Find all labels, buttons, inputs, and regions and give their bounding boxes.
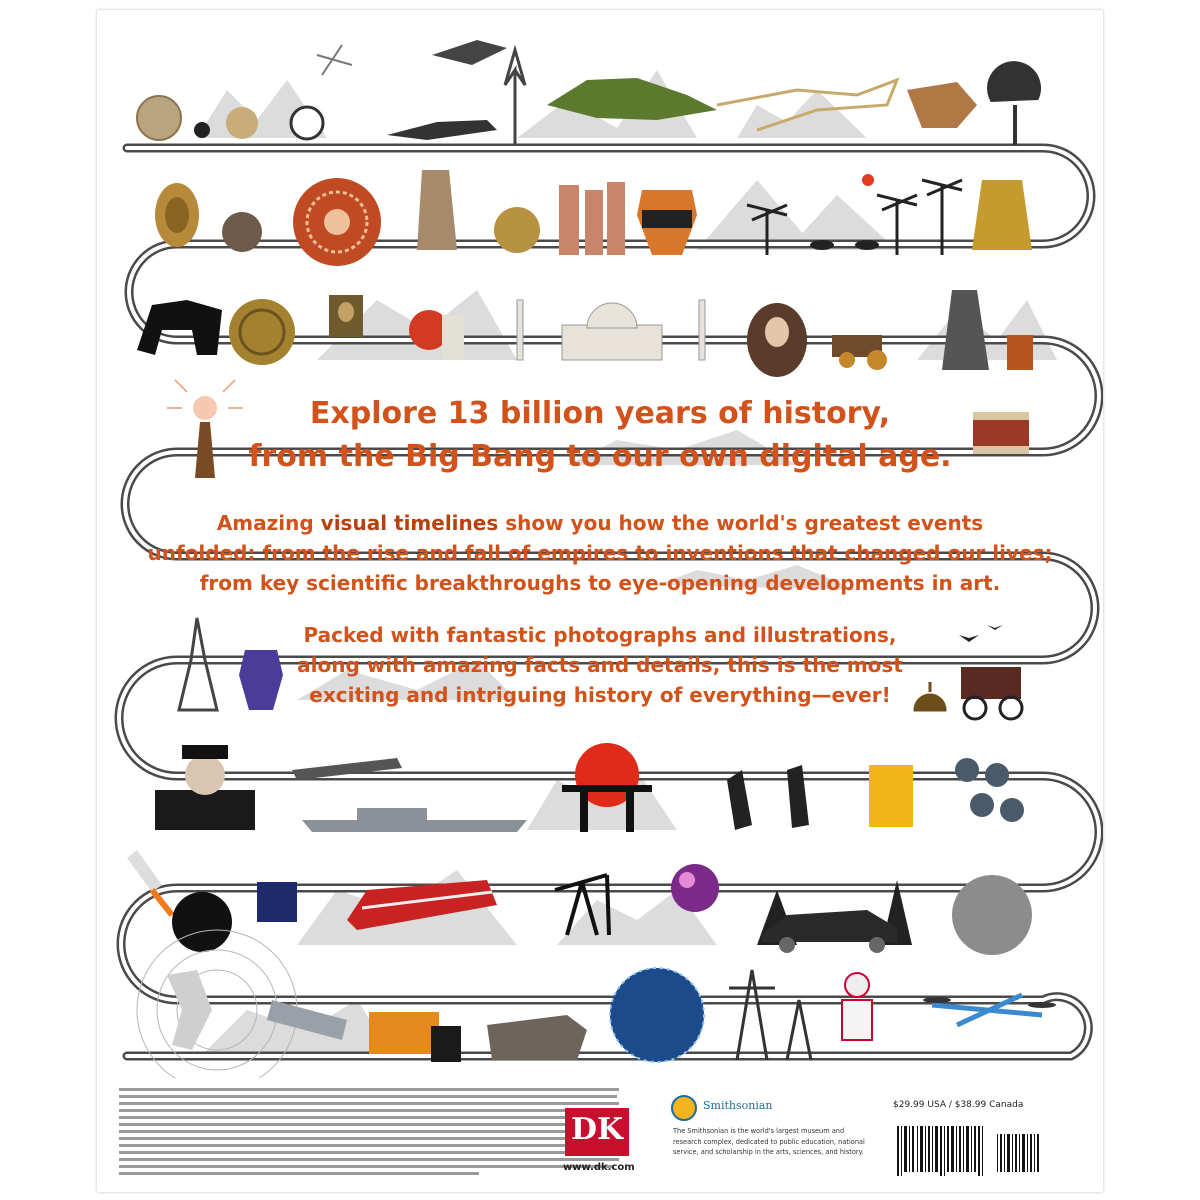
churchill-icon	[155, 745, 255, 830]
pharaoh-mask-icon	[972, 180, 1032, 250]
smithsonian-description: The Smithsonian is the world's largest museum and research complex, dedicated to public education, national service, and scholarship in the arts, sciences, and history.	[673, 1127, 865, 1156]
globe-icon	[172, 892, 232, 952]
dragonfly-icon	[317, 45, 352, 75]
robot-icon	[842, 973, 872, 1040]
statue-icon	[942, 290, 989, 370]
description-line-1	[97, 508, 1103, 538]
picture-credits	[119, 1088, 619, 1180]
barcode	[893, 1126, 1053, 1178]
crocodile-icon	[387, 120, 497, 140]
jar-icon	[1007, 335, 1033, 370]
roman-figures-icon	[559, 182, 625, 255]
pylon-icon	[729, 970, 811, 1060]
beatles-icon	[955, 758, 1024, 822]
book-back-cover	[97, 10, 1103, 1192]
earth-network-icon	[610, 968, 704, 1062]
pop-art-icon	[869, 765, 913, 827]
smithsonian-name: Smithsonian	[703, 1099, 773, 1112]
promo-line-1: Packed with fantastic photographs and illustrations,	[303, 623, 897, 647]
terracotta-warrior-icon	[417, 170, 457, 250]
promo-line-2: along with amazing facts and details, this is the most	[297, 653, 903, 677]
steam-engine-icon	[832, 335, 887, 370]
visual-timelines-highlight: visual timelines	[320, 511, 499, 535]
washington-portrait-icon	[747, 303, 807, 377]
smithsonian-sun-icon	[671, 1095, 697, 1121]
tree-icon	[505, 50, 525, 145]
price-label: $29.99 USA / $38.99 Canada	[893, 1100, 1024, 1110]
publisher-url: www.dk.com	[563, 1162, 635, 1173]
description-line-3: from key scientific breakthroughs to eye-opening developments in art.	[199, 571, 1001, 595]
helmet-icon	[222, 212, 262, 252]
moon-icon	[952, 875, 1032, 955]
mars-rover-icon	[487, 1015, 587, 1060]
description-rest: show you how the world's greatest events	[498, 511, 984, 535]
astronaut-icon	[167, 970, 212, 1050]
promo-line-3: exciting and intriguing history of everything—ever!	[309, 683, 891, 707]
description-lead: Amazing	[216, 511, 321, 535]
dk-logo	[565, 1108, 629, 1156]
tagline-line-1: Explore 13 billion years of history,	[309, 396, 891, 431]
tagline-line-2: from the Big Bang to our own digital age.	[248, 439, 952, 474]
astrolabe-icon	[229, 299, 295, 365]
dk-logo-text: DK	[570, 1112, 624, 1147]
description-line-2: unfolded: from the rise and fall of empires to inventions that changed our lives;	[147, 541, 1053, 565]
oak-tree-icon	[989, 63, 1039, 145]
horse-rider-icon	[137, 300, 222, 355]
mona-lisa-icon	[329, 295, 363, 337]
picture-credits-lines	[119, 1088, 619, 1178]
aztec-calendar-icon	[293, 178, 381, 266]
computer-icon	[257, 882, 297, 922]
battleship-icon	[302, 808, 527, 832]
coin-icon	[494, 207, 540, 253]
taj-mahal-icon	[517, 300, 705, 360]
disco-ball-icon	[671, 864, 719, 912]
back-cover-footer	[97, 1078, 1103, 1192]
barcode-bars	[893, 1126, 1053, 1178]
mask-icon	[155, 183, 199, 247]
sabertooth-icon	[907, 82, 977, 128]
pterosaur-icon	[432, 40, 507, 65]
sun-icon	[862, 174, 874, 186]
